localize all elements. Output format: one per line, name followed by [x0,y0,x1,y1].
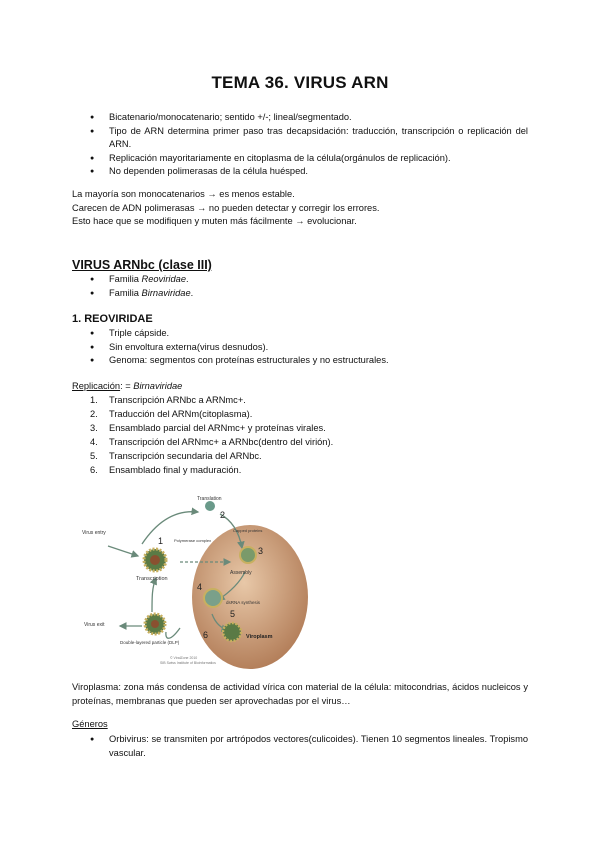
subsection-heading: 1. REOVIRIDAE [72,313,153,325]
family-prefix: Familia [109,274,142,284]
arrow-icon [166,628,180,638]
label-virus-entry: Virus entry [82,530,106,536]
credit-text: © ViralZone 2010 [170,656,198,660]
list-item: ● Sin envoltura externa(virus desnudos). [90,341,530,355]
step-number: 3. [90,423,98,433]
paragraph-line: La mayoría son monocatenarios → es menos estable. [72,189,295,199]
list-item [90,449,520,463]
list-item [90,407,520,421]
step-number: 6. [90,465,98,475]
viroplasma-paragraph: Viroplasma: zona más condensa de actividad vírica con material de la célula: mitocondrias, ácidos nucleicos y proteínas, membranas que pueden ser aprovechadas por el virus… [72,682,528,706]
arrow-icon [152,578,156,612]
list-item [90,421,520,435]
ribosome-icon [205,501,215,511]
virion-icon [240,547,256,563]
list-item: ● Tipo de ARN determina primer paso tras decapsidación: traducción, transcripción o replicación del ARN. [90,125,528,152]
generos-list [90,733,528,760]
family-list [90,273,520,300]
list-item: ● Triple cápside. [90,327,530,341]
step-number: 4. [90,437,98,447]
step-text: Ensamblado final y maduración. [109,465,242,475]
list-item: ● No dependen polimerasas de la célula huésped. [90,165,528,179]
section-heading: VIRUS ARNbc (clase III) [72,258,212,272]
virion-icon [204,589,222,607]
list-item: ● Genoma: segmentos con proteínas estructurales y no estructurales. [90,354,530,368]
label-viroplasm: Viroplasm [246,634,273,640]
list-item [90,393,520,407]
family-prefix: Familia [109,287,142,298]
reo-bullet-list [90,327,530,368]
label-assembly: Assembly [230,570,252,576]
label-virus-exit: Virus exit [84,622,105,628]
step-text: Transcripción secundaria del ARNbc. [109,451,262,461]
step-number-1: 1 [158,536,164,546]
label-translation: Translation [197,496,222,502]
intro-paragraph [72,188,532,229]
replication-heading [72,380,182,394]
step-text: Ensamblado parcial del ARNmc+ y proteínas virales. [109,423,326,433]
page-title: TEMA 36. VIRUS ARN [211,73,389,92]
family-suffix: . [190,287,194,298]
replication-cycle-diagram [80,492,325,672]
list-item [90,463,520,477]
label-polymerase: Polymerase complex [174,538,212,543]
label-dsrna: dsRNA synthesis [226,600,261,605]
step-text: Transcripción del ARNmc+ a ARNbc(dentro del virión). [109,437,334,447]
step-text: Transcripción ARNbc a ARNmc+. [109,395,246,405]
step-number-3: 3 [258,546,264,556]
family-name: Reoviridae [141,274,186,284]
list-item [90,287,520,301]
list-item [90,273,520,287]
virion-icon [223,623,241,641]
list-item: ● Replicación mayoritariamente en citoplasma de la célula(orgánulos de replicación). [90,152,528,166]
replication-steps [90,393,520,477]
label-capped: Capped proteins [233,528,263,533]
arrow-icon [108,546,138,556]
step-number-6: 6 [203,630,209,640]
step-number: 1. [90,395,98,405]
replication-ref: Birnaviridae [133,381,183,391]
list-item [90,435,520,449]
virion-core-icon [150,555,160,565]
step-number-4: 4 [197,582,203,592]
step-number: 5. [90,451,98,461]
replication-sep: : = [120,381,134,391]
intro-bullet-list [90,111,528,179]
step-number-5: 5 [230,609,236,619]
paragraph-line: Carecen de ADN polimerasas → no pueden detectar y corregir los errores. [72,202,380,213]
virion-core-icon [151,620,159,628]
paragraph-line: Esto hace que se modifiquen y muten más fácilmente → evolucionar. [72,216,357,227]
step-number: 2. [90,409,98,419]
family-name: Birnaviridae [141,287,191,298]
step-number-2: 2 [220,510,226,520]
credit-text: SIB Swiss Institute of Bioinformatics [160,661,216,665]
generos-heading: Géneros [72,719,108,729]
step-text: Traducción del ARNm(citoplasma). [109,409,253,419]
list-item: ● Orbivirus: se transmiten por artrópodos vectores(culicoides). Tienen 10 segmentos lineales. Tropismo vascular. [90,733,528,760]
label-dlp: Double-layered particle (DLP) [120,640,180,645]
list-item: ● Bicatenario/monocatenario; sentido +/-; lineal/segmentado. [90,111,528,125]
replication-label: Replicación [72,381,121,391]
family-suffix: . [186,274,189,284]
label-transcription: Transcription [136,576,168,582]
